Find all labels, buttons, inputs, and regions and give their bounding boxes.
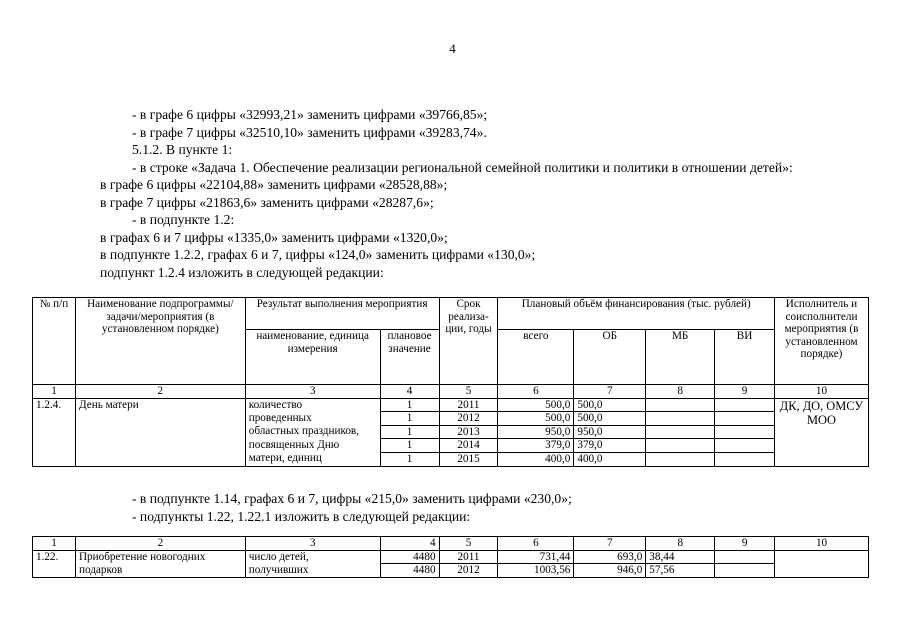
col-number: 10 <box>774 385 868 399</box>
year: 2015 <box>439 452 498 466</box>
header-term: Срок реализа-ции, годы <box>439 298 498 385</box>
header-mb: МБ <box>646 330 715 385</box>
header-result-plan: плановое значение <box>380 330 439 385</box>
mb-value <box>646 412 715 426</box>
result-line: число детей, <box>245 550 380 564</box>
intro-line: в графе 6 цифры «22104,88» заменить цифрами «28528,88»; <box>100 177 448 192</box>
col-number: 1 <box>33 385 76 399</box>
col-number: 2 <box>75 385 245 399</box>
year: 2012 <box>439 564 498 578</box>
col-number: 2 <box>75 537 245 551</box>
col-number: 4 <box>380 537 439 551</box>
header-name: Наименование подпрограммы/ задачи/мероприятия (в установленном порядке) <box>75 298 245 385</box>
header-finance: Плановый объём финансирования (тыс. рублей) <box>498 298 775 330</box>
vi-value <box>715 412 775 426</box>
result-line: посвященных Дню <box>245 439 380 453</box>
plan-value: 1 <box>380 425 439 439</box>
intro-line: в подпункте 1.2.2, графах 6 и 7, цифры «124,0» заменить цифрами «130,0»; <box>100 247 536 262</box>
item-num: 1.2.4. <box>33 398 76 466</box>
col-number: 8 <box>646 537 715 551</box>
ob-value: 693,0 <box>574 550 646 564</box>
col-number: 9 <box>715 385 775 399</box>
plan-value: 4480 <box>380 564 439 578</box>
header-num: № п/п <box>33 298 76 385</box>
middle-line: - в подпункте 1.14, графах 6 и 7, цифры «215,0» заменить цифрами «230,0»; <box>132 491 572 506</box>
table-row <box>33 398 869 412</box>
intro-line: - в подпункте 1.2: <box>132 212 235 227</box>
vi-value <box>715 452 775 466</box>
ob-value: 400,0 <box>574 452 646 466</box>
table-1-2-4 <box>32 297 869 467</box>
col-number: 5 <box>439 385 498 399</box>
table-1-22 <box>32 536 869 578</box>
ob-value: 379,0 <box>574 439 646 453</box>
col-number: 4 <box>380 385 439 399</box>
total-value: 400,0 <box>498 452 574 466</box>
intro-line: в графе 7 цифры «21863,6» заменить цифрами «28287,6»; <box>100 194 434 210</box>
result-line: областных праздников, <box>245 425 380 439</box>
intro-line: в графах 6 и 7 цифры «1335,0» заменить цифрами «1320,0»; <box>100 229 448 245</box>
column-numbers-row <box>33 385 869 399</box>
vi-value <box>715 564 775 578</box>
total-value: 379,0 <box>498 439 574 453</box>
vi-value <box>715 439 775 453</box>
item-name: День матери <box>75 398 245 466</box>
result-line: получивших <box>245 564 380 578</box>
item-name-line: подарков <box>75 564 245 578</box>
mb-value <box>646 425 715 439</box>
intro-line: 5.1.2. В пункте 1: <box>132 142 233 157</box>
mb-value <box>646 439 715 453</box>
table-row <box>33 550 869 564</box>
col-number: 6 <box>498 537 574 551</box>
page-number: 4 <box>449 41 456 56</box>
header-vi: ВИ <box>715 330 775 385</box>
middle-text <box>100 490 572 525</box>
item-num: 1.22. <box>33 550 76 577</box>
total-value: 731,44 <box>498 550 574 564</box>
intro-text <box>100 106 793 281</box>
total-value: 950,0 <box>498 425 574 439</box>
plan-value: 4480 <box>380 550 439 564</box>
ob-value: 950,0 <box>574 425 646 439</box>
column-numbers-row <box>33 537 869 551</box>
intro-line: - в строке «Задача 1. Обеспечение реализации региональной семейной политики и политики в отношении детей»: <box>132 159 793 175</box>
executor: ДК, ДО, ОМСУ МОО <box>774 398 868 466</box>
plan-value: 1 <box>380 398 439 412</box>
total-value: 1003,56 <box>498 564 574 578</box>
table-row <box>33 564 869 578</box>
vi-value <box>715 425 775 439</box>
header-total: всего <box>498 330 574 385</box>
year: 2014 <box>439 439 498 453</box>
col-number: 9 <box>715 537 775 551</box>
col-number: 5 <box>439 537 498 551</box>
col-number: 8 <box>646 385 715 399</box>
result-line: проведенных <box>245 412 380 426</box>
item-name-line: Приобретение новогодних <box>75 550 245 564</box>
intro-line: - в графе 6 цифры «32993,21» заменить цифрами «39766,85»; <box>132 107 488 122</box>
col-number: 10 <box>775 537 869 551</box>
year: 2011 <box>439 398 498 412</box>
middle-line: - подпункты 1.22, 1.22.1 изложить в следующей редакции: <box>132 508 471 524</box>
year: 2011 <box>439 550 498 564</box>
col-number: 3 <box>245 385 380 399</box>
mb-value: 38,44 <box>646 550 715 564</box>
mb-value <box>646 398 715 412</box>
col-number: 7 <box>574 537 646 551</box>
total-value: 500,0 <box>498 412 574 426</box>
plan-value: 1 <box>380 439 439 453</box>
mb-value <box>646 452 715 466</box>
col-number: 7 <box>574 385 646 399</box>
header-ob: ОБ <box>574 330 646 385</box>
header-result-name: наименование, единица измерения <box>245 330 380 385</box>
intro-line: - в графе 7 цифры «32510,10» заменить цифрами «39283,74». <box>132 124 487 140</box>
vi-value <box>715 550 775 564</box>
intro-line: подпункт 1.2.4 изложить в следующей редакции: <box>100 264 384 280</box>
col-number: 1 <box>33 537 76 551</box>
plan-value: 1 <box>380 412 439 426</box>
ob-value: 500,0 <box>574 398 646 412</box>
plan-value: 1 <box>380 452 439 466</box>
header-executor: Исполнитель и соисполнители мероприятия (в установленном порядке) <box>774 298 868 385</box>
result-line: количество <box>245 398 380 412</box>
mb-value: 57,56 <box>646 564 715 578</box>
year: 2013 <box>439 425 498 439</box>
result-line: матери, единиц <box>245 452 380 466</box>
vi-value <box>715 398 775 412</box>
executor <box>775 550 869 577</box>
ob-value: 946,0 <box>574 564 646 578</box>
header-result: Результат выполнения мероприятия <box>245 298 439 330</box>
col-number: 3 <box>245 537 380 551</box>
total-value: 500,0 <box>498 398 574 412</box>
year: 2012 <box>439 412 498 426</box>
col-number: 6 <box>498 385 574 399</box>
ob-value: 500,0 <box>574 412 646 426</box>
